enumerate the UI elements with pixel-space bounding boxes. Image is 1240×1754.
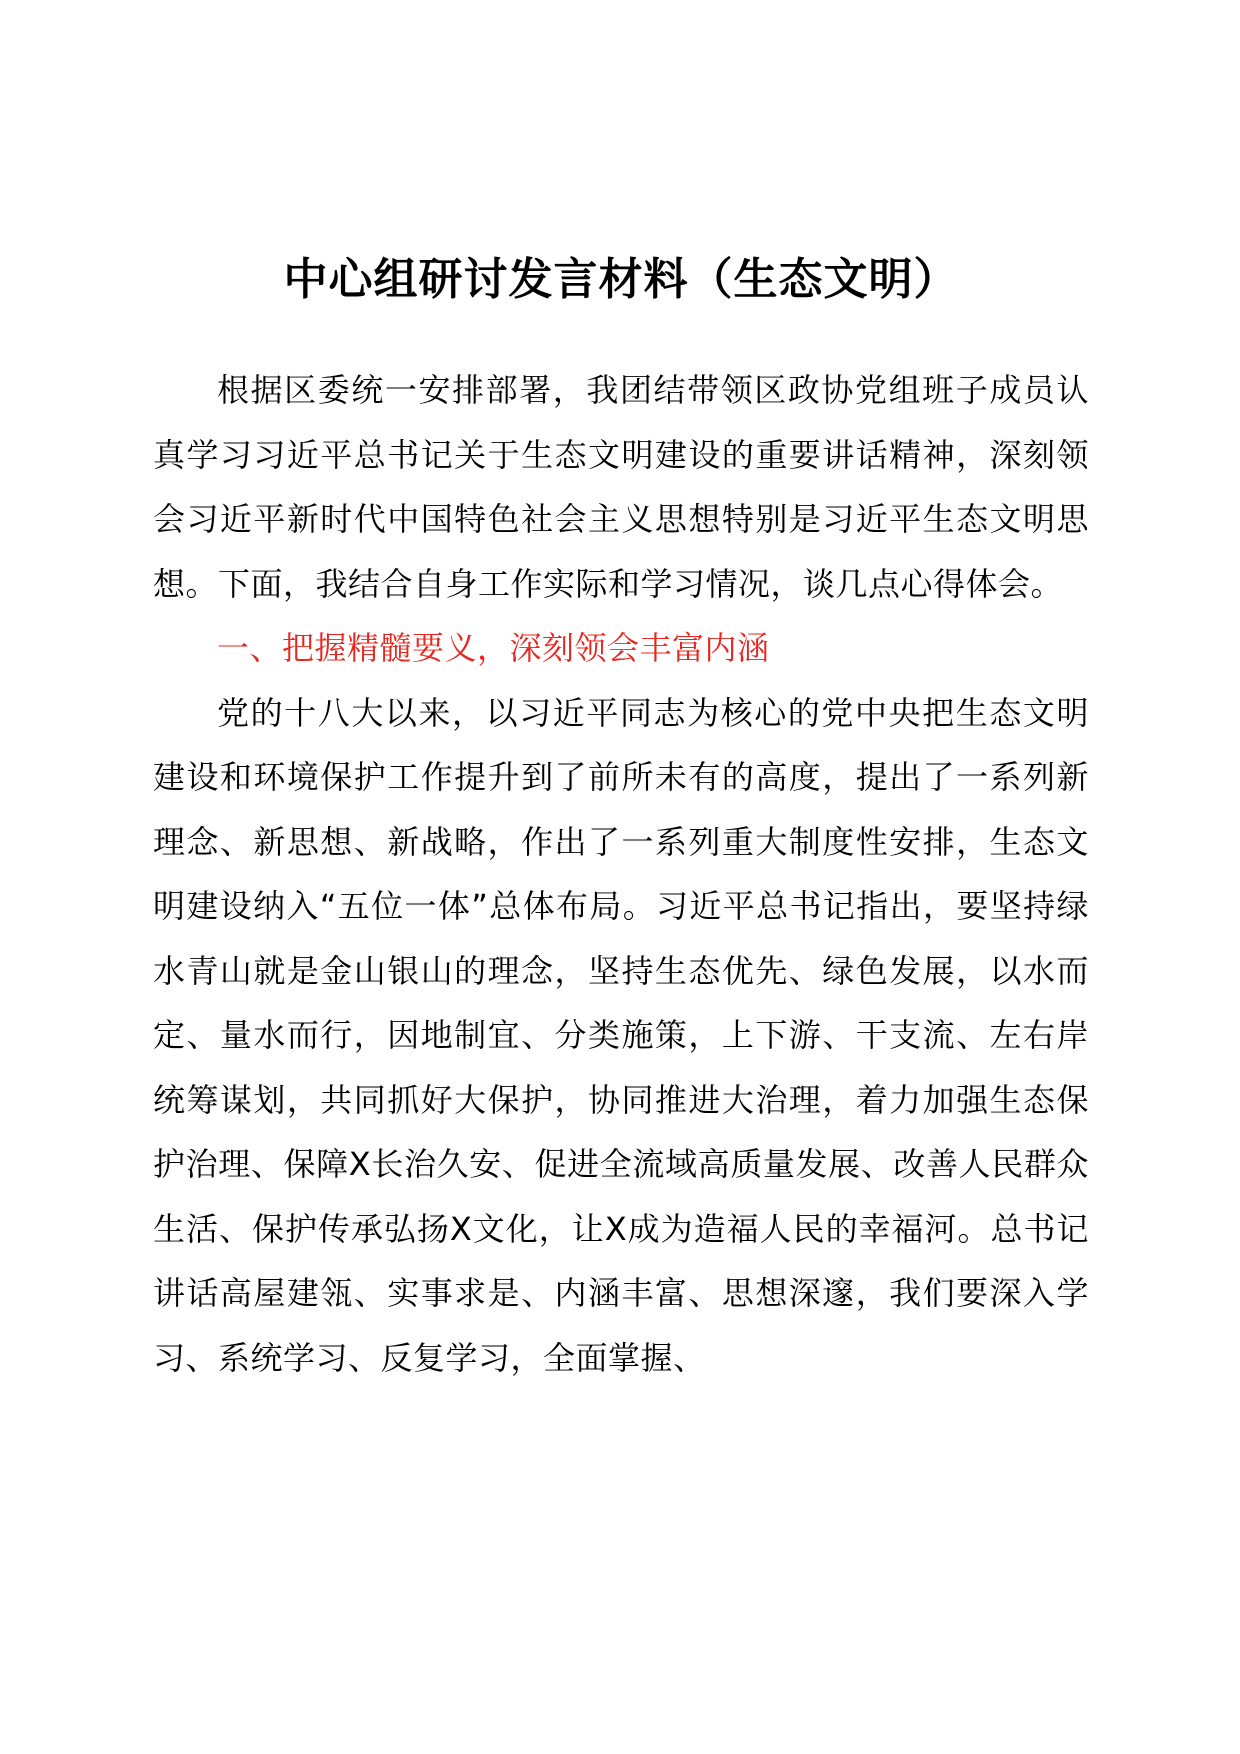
document-body	[153, 240, 1089, 1390]
section-1-paragraph: 党的十八大以来，以习近平同志为核心的党中央把生态文明建设和环境保护工作提升到了前所未有的高度，提出了一系列新理念、新思想、新战略，作出了一系列重大制度性安排，生态文明建设纳入“五位一体”总体布局。习近平总书记指出，要坚持绿水青山就是金山银山的理念，坚持生态优先、绿色发展，以水而定、量水而行，因地制宜、分类施策，上下游、干支流、左右岸统筹谋划，共同抓好大保护，协同推进大治理，着力加强生态保护治理、保障X长治久安、促进全流域高质量发展、改善人民群众生活、保护传承弘扬X文化，让X成为造福人民的幸福河。总书记讲话高屋建瓴、实事求是、内涵丰富、思想深邃，我们要深入学习、系统学习、反复学习，全面掌握、	[153, 693, 1089, 1377]
intro-paragraph: 根据区委统一安排部署，我团结带领区政协党组班子成员认真学习习近平总书记关于生态文明建设的重要讲话精神，深刻领会习近平新时代中国特色社会主义思想特别是习近平生态文明思想。下面，我结合自身工作实际和学习情况，谈几点心得体会。	[153, 371, 1089, 603]
section-heading-1: 一、把握精髓要义，深刻领会丰富内涵	[217, 629, 770, 667]
document-title: 中心组研讨发言材料（生态文明）	[283, 254, 959, 305]
